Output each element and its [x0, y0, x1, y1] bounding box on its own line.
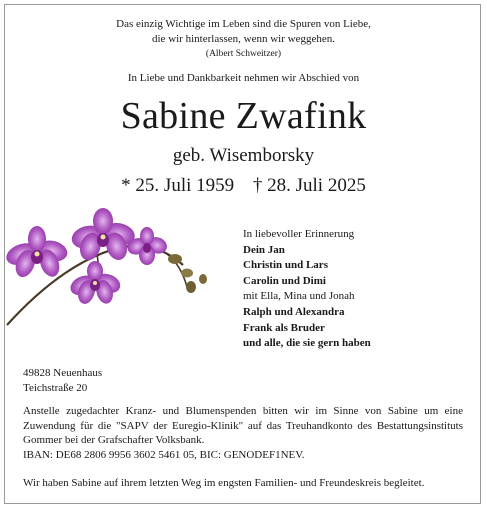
mourner-line: In liebevoller Erinnerung: [243, 228, 355, 240]
address: [23, 366, 102, 395]
birth-date: * 25. Juli 1959: [121, 175, 235, 196]
closing-paragraph: Wir haben Sabine auf ihrem letzten Weg im engsten Familien- und Freundeskreis begleitet.: [23, 477, 425, 489]
intro-text: In Liebe und Dankbarkeit nehmen wir Abschied von: [127, 72, 360, 84]
mourner-line: Dein Jan: [243, 243, 285, 256]
life-dates: [5, 173, 482, 199]
iban-line: IBAN: DE68 2806 9956 3602 5461 05, BIC: GENODEF1NEV.: [23, 448, 305, 461]
quote: [5, 17, 482, 62]
obituary-card: [4, 4, 481, 504]
donation-paragraph: [23, 404, 463, 462]
mourner-line: Christin und Lars: [243, 259, 328, 272]
death-date: † 28. Juli 2025: [252, 175, 366, 196]
quote-line-2: die wir hinterlassen, wenn wir weggehen.: [152, 33, 335, 45]
mourner-line: Frank als Bruder: [243, 321, 325, 334]
mourner-line: und alle, die sie gern haben: [243, 337, 371, 350]
mourner-line: Carolin und Dimi: [243, 274, 326, 287]
mourners-list: [243, 227, 371, 352]
address-street: Teichstraße 20: [23, 381, 88, 394]
quote-line-1: Das einzig Wichtige im Leben sind die Spuren von Liebe,: [116, 18, 371, 30]
mourner-line: Ralph und Alexandra: [243, 305, 345, 318]
quote-author: (Albert Schweitzer): [205, 49, 282, 59]
address-city: 49828 Neuenhaus: [23, 367, 103, 379]
deceased-name: Sabine Zwafink: [120, 95, 367, 137]
mourner-line: mit Ella, Mina und Jonah: [243, 290, 355, 303]
donation-text: Anstelle zugedachter Kranz- und Blumenspenden bitten wir im Sinne von Sabine um eine Zuwendung für die "SAPV der Euregio-Klinik" auf das Treuhandkonto des Bestattungsinstituts Gommer bei der Grafschafter Volksbank.: [23, 405, 463, 446]
orchid-image: [5, 203, 220, 335]
birth-name: geb. Wisemborsky: [172, 145, 315, 166]
